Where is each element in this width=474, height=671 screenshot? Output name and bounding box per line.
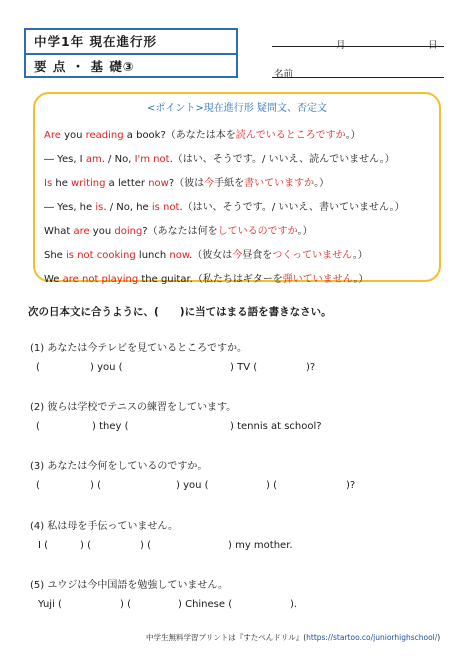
answer-blank[interactable]: I ( bbox=[38, 540, 49, 551]
example-text: 。） bbox=[352, 250, 368, 261]
example-text: ?（あなたは何を bbox=[142, 226, 218, 237]
example-text: ― Yes, I bbox=[44, 154, 86, 165]
highlight-text: Is bbox=[44, 178, 53, 189]
answer-blank[interactable]: ( bbox=[36, 421, 40, 432]
question-text: (2) 彼らは学校でテニスの練習をしています。 bbox=[30, 402, 237, 413]
example-text: ?（彼は bbox=[168, 178, 205, 189]
footer bbox=[146, 632, 440, 643]
answer-blank[interactable]: ) they ( bbox=[92, 421, 129, 432]
highlight-text: is not cooking bbox=[66, 250, 136, 261]
answer-blank[interactable]: ) ( bbox=[90, 480, 101, 491]
answer-blank[interactable]: )? bbox=[306, 362, 316, 373]
answer-blank[interactable]: ) ( bbox=[266, 480, 277, 491]
footer-text: 中学生無料学習プリントは『すたぺんドリル』( bbox=[146, 633, 307, 642]
example-text: 昼食を bbox=[242, 250, 273, 261]
highlight-text: reading bbox=[85, 130, 124, 141]
worksheet-subtitle: 要 点 ・ 基 礎③ bbox=[34, 59, 135, 74]
example-text: a book?（あなたは本を bbox=[123, 130, 236, 141]
answer-blank[interactable]: ) you ( bbox=[176, 480, 209, 491]
highlight-text: 弾いていません bbox=[282, 274, 354, 285]
highlight-text: are bbox=[73, 226, 90, 237]
highlight-text: doing bbox=[114, 226, 143, 237]
example-sentence bbox=[44, 150, 395, 165]
answer-blank[interactable]: ) you ( bbox=[90, 362, 123, 373]
answer-blank[interactable]: ) ( bbox=[120, 599, 131, 610]
example-text: you bbox=[60, 130, 86, 141]
name-label: 名前 bbox=[274, 69, 294, 80]
highlight-text: writing bbox=[71, 178, 106, 189]
highlight-text: is not bbox=[151, 202, 180, 213]
highlight-text: am bbox=[85, 154, 102, 165]
answer-blank[interactable]: ) TV ( bbox=[230, 362, 258, 373]
highlight-text: are not playing bbox=[62, 274, 139, 285]
answer-blank[interactable]: )? bbox=[346, 480, 356, 491]
point-title: <ポイント>現在進行形 疑問文、否定文 bbox=[147, 103, 327, 114]
date-line bbox=[272, 46, 444, 47]
example-sentence bbox=[44, 246, 368, 261]
example-text: 手紙を bbox=[214, 178, 245, 189]
month-label: 月 bbox=[336, 40, 346, 51]
example-text: he bbox=[52, 178, 72, 189]
answer-blank[interactable]: ( bbox=[36, 362, 40, 373]
highlight-text: now bbox=[169, 250, 190, 261]
question-text: (5) ユウジは今中国語を勉強していません。 bbox=[30, 580, 228, 591]
example-sentence bbox=[44, 222, 313, 237]
highlight-text: 今 bbox=[204, 178, 215, 189]
example-text: 。） bbox=[314, 178, 330, 189]
day-label: 日 bbox=[428, 40, 438, 51]
example-text: .（彼女は bbox=[189, 250, 233, 261]
highlight-text: 読んでいるところですか bbox=[235, 130, 346, 141]
footer-close: ) bbox=[437, 633, 441, 642]
answer-blank[interactable]: ) ( bbox=[80, 540, 91, 551]
answer-blank[interactable]: Yuji ( bbox=[38, 599, 62, 610]
answer-blank[interactable]: ( bbox=[36, 480, 40, 491]
example-text: the guitar.（私たちはギターを bbox=[138, 274, 283, 285]
highlight-text: 今 bbox=[232, 250, 243, 261]
example-text: .（はい、そうです。/ いいえ、読んでいません。） bbox=[169, 154, 395, 165]
question-text: (1) あなたは今テレビを見ているところですか。 bbox=[30, 343, 248, 354]
highlight-text: つくっていません bbox=[272, 250, 353, 261]
highlight-text: Are bbox=[44, 130, 61, 141]
example-sentence bbox=[44, 198, 405, 213]
highlight-text: now bbox=[148, 178, 169, 189]
worksheet-title: 中学1年 現在進行形 bbox=[26, 30, 236, 55]
instruction: 次の日本文に合うように、( )に当てはまる語を書きなさい。 bbox=[28, 306, 332, 318]
example-text: you bbox=[89, 226, 115, 237]
footer-link[interactable]: https://startoo.co/juniorhighschool/ bbox=[306, 633, 438, 642]
example-text: a letter bbox=[105, 178, 149, 189]
example-text: ― Yes, he bbox=[44, 202, 96, 213]
highlight-text: is bbox=[95, 202, 104, 213]
question-text: (4) 私は母を手伝っていません。 bbox=[30, 521, 178, 532]
answer-blank[interactable]: ) my mother. bbox=[228, 540, 293, 551]
example-text: . / No, bbox=[101, 154, 135, 165]
highlight-text: I'm not bbox=[134, 154, 170, 165]
name-line bbox=[272, 77, 444, 78]
answer-blank[interactable]: ) Chinese ( bbox=[178, 599, 233, 610]
highlight-text: しているのですか bbox=[217, 226, 298, 237]
example-text: . / No, he bbox=[103, 202, 152, 213]
title-box bbox=[24, 28, 238, 78]
example-text: .（はい、そうです。/ いいえ、書いていません。） bbox=[179, 202, 405, 213]
example-text: What bbox=[44, 226, 74, 237]
example-text: 。） bbox=[353, 274, 369, 285]
question-text: (3) あなたは今何をしているのですか。 bbox=[30, 461, 208, 472]
answer-blank[interactable]: ) tennis at school? bbox=[230, 421, 322, 432]
example-sentence bbox=[44, 270, 368, 285]
example-text: 。） bbox=[345, 130, 361, 141]
example-text: We bbox=[44, 274, 63, 285]
highlight-text: 書いていますか bbox=[244, 178, 315, 189]
example-text: lunch bbox=[135, 250, 170, 261]
example-text: 。） bbox=[297, 226, 313, 237]
example-text: She bbox=[44, 250, 67, 261]
example-sentence bbox=[44, 126, 361, 141]
answer-blank[interactable]: ). bbox=[290, 599, 298, 610]
example-sentence bbox=[44, 174, 329, 189]
answer-blank[interactable]: ) ( bbox=[140, 540, 151, 551]
